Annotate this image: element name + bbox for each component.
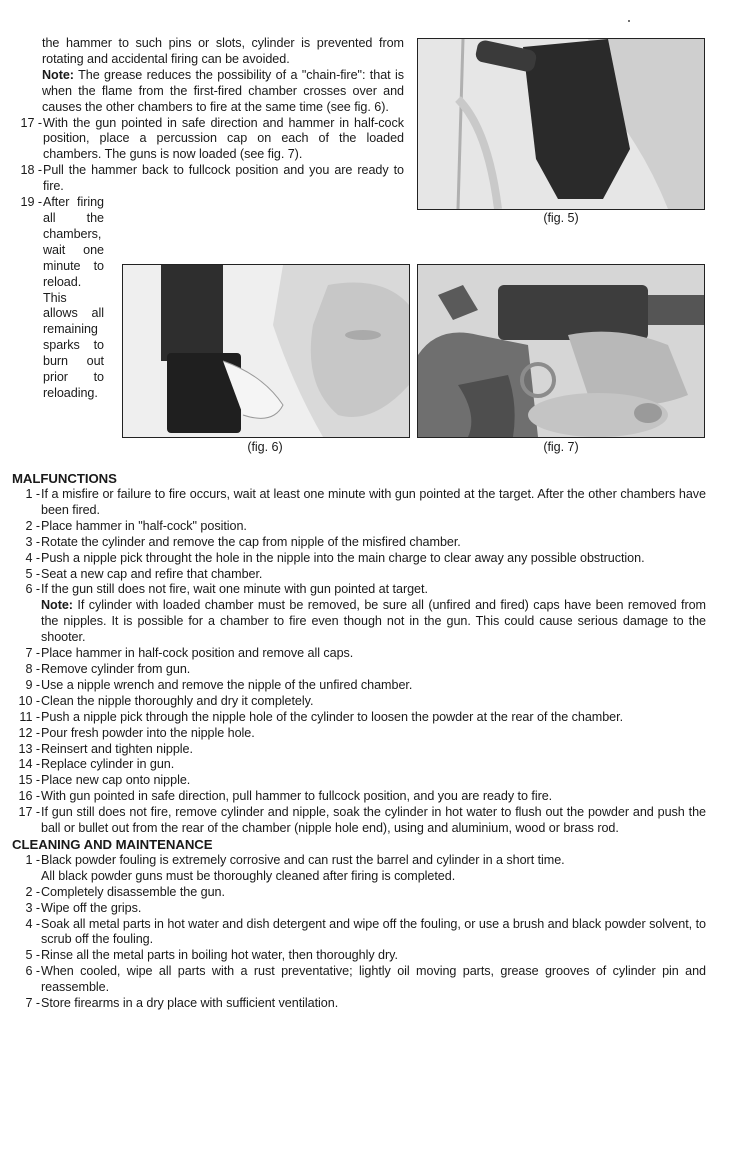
step-number: 14 - (18, 757, 40, 772)
cylinder-loading-illustration (418, 39, 704, 209)
cleaning-step-7 (12, 996, 706, 1012)
step-text: With the gun pointed in safe direction and hammer in half-cock position, place a percussion cap on each of the loaded chambers. The guns is now loaded (see fig. 7). (43, 115, 404, 162)
cleaning-step-2 (12, 885, 706, 901)
speck-mark (628, 20, 630, 22)
figure-6-caption: (fig. 6) (247, 440, 283, 454)
step-text: Clean the nipple thoroughly and dry it completely. (41, 693, 314, 708)
step-text: Wipe off the grips. (41, 900, 142, 915)
step-number: 16 - (18, 789, 40, 804)
step-number: 9 - (25, 677, 40, 692)
cleaning-step-4 (12, 917, 706, 949)
note-label: Note: (41, 598, 73, 613)
step-text-continued: All black powder guns must be thoroughly cleaned after firing is completed. (41, 868, 456, 883)
step-number: 4 - (25, 916, 40, 931)
step-number: 3 - (25, 534, 40, 549)
malfunction-step-2 (12, 519, 706, 535)
malfunction-step-12 (12, 726, 706, 742)
malfunction-step-9 (12, 678, 706, 694)
malfunction-step-16 (12, 789, 706, 805)
step-text: After firing all the chambers, wait one minute to reload. This allows all remaining sparks to burn out prior to reloading. (43, 195, 104, 400)
malfunction-step-5 (12, 567, 706, 583)
cleaning-step-5 (12, 948, 706, 964)
step-text: Soak all metal parts in hot water and dish detergent and wipe off the fouling, or use a brush and black powder solvent, to scrub off the fouling. (41, 916, 706, 947)
malfunction-step-4 (12, 551, 706, 567)
step-text: Reinsert and tighten nipple. (41, 741, 193, 756)
step-text: Place hammer in half-cock position and remove all caps. (41, 646, 354, 661)
step-number: 4 - (25, 550, 40, 565)
step-text: Use a nipple wrench and remove the nipple of the unfired chamber. (41, 677, 413, 692)
step-text: With gun pointed in safe direction, pull hammer to fullcock position, and you are ready to fire. (41, 789, 553, 804)
step-number: 15 - (18, 773, 40, 788)
malfunction-step-3 (12, 535, 706, 551)
malfunction-step-7 (12, 646, 706, 662)
step-content (40, 853, 706, 885)
step-number: 19 - (20, 195, 42, 210)
figure-7-caption: (fig. 7) (543, 440, 579, 454)
malfunction-step-17 (12, 805, 706, 837)
step-text: Replace cylinder in gun. (41, 757, 175, 772)
step-number: 17 - (20, 115, 42, 130)
step-number: 10 - (18, 693, 40, 708)
lower-sections (12, 471, 706, 1012)
step-number: 7 - (25, 646, 40, 661)
cleaning-step-6 (12, 964, 706, 996)
cylinder-grease-illustration (123, 265, 409, 437)
revolver-capping-illustration (418, 265, 704, 437)
cleaning-step-3 (12, 901, 706, 917)
note-label: Note: (42, 67, 74, 82)
malfunction-step-6 (12, 582, 706, 646)
continuation-paragraph (14, 36, 404, 68)
step-text: Push a nipple pick throught the hole in the nipple into the main charge to clear away any possible obstruction. (41, 550, 645, 565)
malfunction-step-15 (12, 773, 706, 789)
step-number: 17 - (18, 805, 40, 820)
step-17 (14, 116, 404, 164)
malfunction-step-10 (12, 694, 706, 710)
step-text: If gun still does not fire, remove cylinder and nipple, soak the cylinder in hot water to flush out the powder and push the ball or bullet out from the rear of the chamber (nipple hole end), using and aluminium, wood or brass rod. (41, 805, 706, 836)
step-text: When cooled, wipe all parts with a rust preventative; lightly oil moving parts, grease grooves of cylinder pin and reassemble. (41, 964, 706, 995)
step-text: Seat a new cap and refire that chamber. (41, 566, 263, 581)
step-number: 11 - (19, 709, 40, 724)
malfunction-step-13 (12, 742, 706, 758)
step-number: 2 - (25, 884, 40, 899)
cleaning-step-1 (12, 853, 706, 885)
step-number: 5 - (25, 948, 40, 963)
step-number: 7 - (25, 996, 40, 1011)
note-paragraph (14, 68, 404, 116)
step-number: 8 - (25, 661, 40, 676)
malfunction-step-8 (12, 662, 706, 678)
step-text: Black powder fouling is extremely corrosive and can rust the barrel and cylinder in a short time. (41, 852, 565, 867)
step-number: 13 - (18, 741, 40, 756)
figure-6-photo (122, 264, 410, 438)
step-text: Place hammer in "half-cock" position. (41, 518, 247, 533)
step-text: Store firearms in a dry place with sufficient ventilation. (41, 996, 339, 1011)
step-text: If a misfire or failure to fire occurs, wait at least one minute with gun pointed at the target. After the other chambers have been fired. (41, 487, 706, 517)
step-number: 1 - (25, 852, 40, 867)
step-number: 6 - (25, 582, 40, 597)
figure-5-photo (417, 38, 705, 210)
cleaning-heading: CLEANING AND MAINTENANCE (12, 836, 213, 852)
step-number: 12 - (18, 725, 40, 740)
step-text: Remove cylinder from gun. (41, 661, 191, 676)
step-number: 6 - (25, 964, 40, 979)
step-number: 18 - (20, 163, 42, 178)
step-text: Pull the hammer back to fullcock position and you are ready to fire. (43, 163, 404, 194)
step-number: 2 - (25, 518, 40, 533)
step-text: Pour fresh powder into the nipple hole. (41, 725, 255, 740)
step-text: Push a nipple pick through the nipple hole of the cylinder to loosen the powder at the rear of the chamber. (41, 709, 624, 724)
malfunction-step-11 (12, 710, 706, 726)
step-18 (14, 163, 404, 195)
malfunction-step-1 (12, 487, 706, 519)
figure-7-photo (417, 264, 705, 438)
step-text: Place new cap onto nipple. (41, 773, 191, 788)
note-text: The grease reduces the possibility of a "chain-fire": that is when the flame from the first-fired chamber crosses over and causes the other chambers to fire at the same time (see fig. 6). (42, 67, 404, 114)
step-text: Rotate the cylinder and remove the cap from nipple of the misfired chamber. (41, 534, 461, 549)
step-text: If the gun still does not fire, wait one minute with gun pointed at target. (41, 582, 428, 597)
step-text: Rinse all the metal parts in boiling hot water, then thoroughly dry. (41, 948, 398, 963)
note-text: If cylinder with loaded chamber must be removed, be sure all (unfired and fired) caps have been removed from the nipples. It is possible for a chamber to fire even though not in the gun. This could cause serious damage to the shooter. (41, 598, 706, 645)
malfunctions-heading: MALFUNCTIONS (12, 471, 117, 486)
continuation-text: the hammer to such pins or slots, cylinder is prevented from rotating and accidental firing can be avoided. (42, 36, 404, 66)
step-text: Completely disassemble the gun. (41, 884, 225, 899)
malfunction-step-14 (12, 757, 706, 773)
figure-5-caption: (fig. 5) (543, 211, 579, 225)
step-content (40, 582, 706, 646)
step-number: 5 - (25, 566, 40, 581)
step-number: 3 - (25, 900, 40, 915)
step-number: 1 - (25, 487, 40, 501)
